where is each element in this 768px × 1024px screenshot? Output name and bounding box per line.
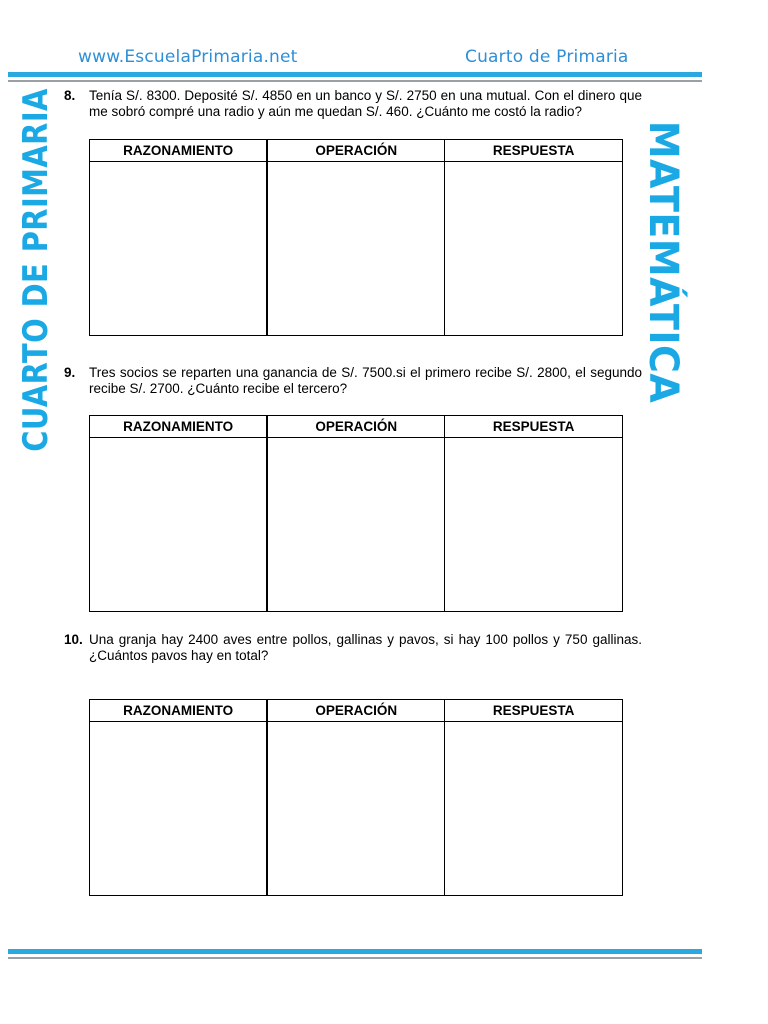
col-header-operacion: OPERACIÓN — [267, 140, 445, 162]
problem-number: 10. — [64, 632, 83, 647]
footer-rule-grey — [8, 957, 702, 959]
razonamiento-cell[interactable] — [90, 722, 268, 896]
grade-label: Cuarto de Primaria — [465, 47, 629, 67]
problem-text: Tres socios se reparten una ganancia de S/. 7500.si el primero recibe S/. 2800, el segundo recibe S/. 2700. ¿Cuánto recibe el tercero? — [89, 365, 642, 396]
problem-number: 8. — [64, 88, 76, 103]
col-header-razonamiento: RAZONAMIENTO — [90, 700, 268, 722]
header-rule-blue — [8, 72, 702, 77]
operacion-cell[interactable] — [267, 162, 445, 336]
col-header-razonamiento: RAZONAMIENTO — [90, 416, 268, 438]
razonamiento-cell[interactable] — [90, 438, 268, 612]
col-header-operacion: OPERACIÓN — [267, 700, 445, 722]
side-label-grade: CUARTO DE PRIMARIA — [16, 88, 56, 452]
answer-table-10 — [89, 699, 623, 896]
site-url: www.EscuelaPrimaria.net — [78, 47, 298, 67]
col-header-respuesta: RESPUESTA — [445, 140, 623, 162]
operacion-cell[interactable] — [267, 722, 445, 896]
footer-rule-blue — [8, 949, 702, 954]
problem-number: 9. — [64, 365, 76, 380]
col-header-operacion: OPERACIÓN — [267, 416, 445, 438]
respuesta-cell[interactable] — [445, 162, 623, 336]
respuesta-cell[interactable] — [445, 722, 623, 896]
problem-9 — [64, 365, 642, 397]
col-header-respuesta: RESPUESTA — [445, 416, 623, 438]
side-label-subject: MATEMÁTICA — [640, 120, 686, 404]
answer-table-9 — [89, 415, 623, 612]
operacion-cell[interactable] — [267, 438, 445, 612]
razonamiento-cell[interactable] — [90, 162, 268, 336]
header-rule-grey — [8, 80, 702, 82]
problem-text: Tenía S/. 8300. Deposité S/. 4850 en un banco y S/. 2750 en una mutual. Con el dinero que me sobró compré una radio y aún me quedan S/. 460. ¿Cuánto me costó la radio? — [89, 88, 642, 119]
col-header-razonamiento: RAZONAMIENTO — [90, 140, 268, 162]
col-header-respuesta: RESPUESTA — [445, 700, 623, 722]
problem-10 — [64, 632, 642, 664]
problem-text: Una granja hay 2400 aves entre pollos, gallinas y pavos, si hay 100 pollos y 750 gallinas. ¿Cuántos pavos hay en total? — [89, 632, 642, 663]
problem-8 — [64, 88, 642, 120]
answer-table-8 — [89, 139, 623, 336]
respuesta-cell[interactable] — [445, 438, 623, 612]
